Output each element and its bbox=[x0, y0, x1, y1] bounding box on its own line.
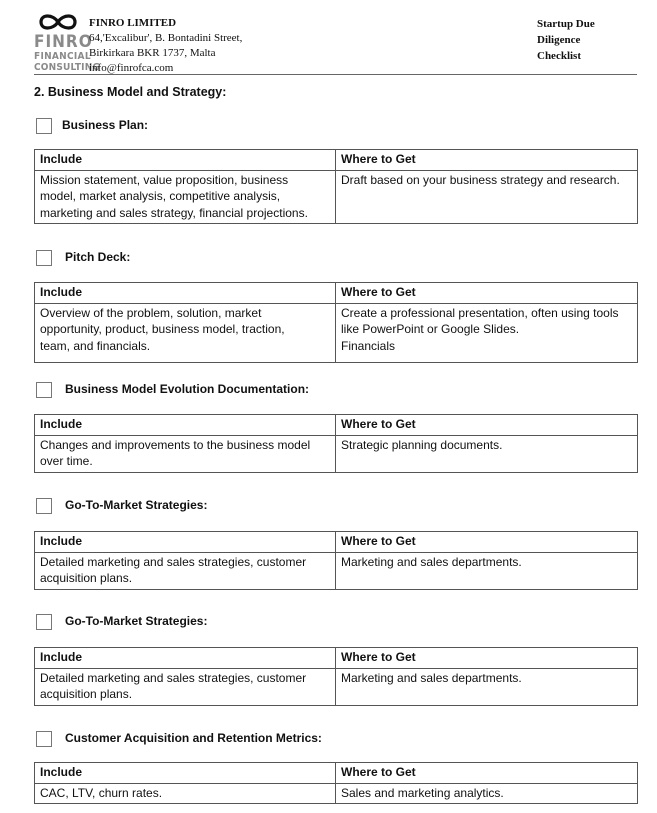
checkbox[interactable] bbox=[36, 118, 52, 134]
checklist-item-go-to-market-2 bbox=[34, 613, 637, 706]
where-cell: Sales and marketing analytics. bbox=[336, 783, 638, 804]
where-cell: Marketing and sales departments. bbox=[336, 668, 638, 705]
checklist-item-business-plan bbox=[34, 117, 637, 224]
checklist-table bbox=[34, 282, 638, 363]
address-line1: 64,'Excalibur', B. Bontadini Street, bbox=[89, 32, 243, 44]
company-name: FINRO LIMITED bbox=[89, 17, 177, 29]
column-header-where: Where to Get bbox=[336, 283, 638, 304]
checklist-table bbox=[34, 647, 638, 706]
checkbox[interactable] bbox=[36, 382, 52, 398]
table-row bbox=[35, 552, 638, 589]
item-title: Business Plan: bbox=[62, 118, 149, 132]
include-cell: Mission statement, value proposition, business model, market analysis, competitive analysis, marketing and sales strategy, financial projections. bbox=[35, 170, 336, 224]
infinity-icon bbox=[36, 12, 80, 32]
include-cell: Changes and improvements to the business model over time. bbox=[35, 435, 336, 472]
checklist-item-go-to-market-1 bbox=[34, 497, 637, 590]
address-line2: Birkirkara BKR 1737, Malta bbox=[89, 47, 216, 59]
company-logo bbox=[34, 12, 101, 73]
table-row bbox=[35, 435, 638, 472]
table-row bbox=[35, 170, 638, 224]
checkbox[interactable] bbox=[36, 498, 52, 514]
column-header-include: Include bbox=[35, 648, 336, 669]
document-title: Startup Due Diligence Checklist bbox=[537, 18, 595, 62]
include-cell: Detailed marketing and sales strategies, customer acquisition plans. bbox=[35, 552, 336, 589]
checklist-item-customer-metrics bbox=[34, 730, 637, 804]
company-email: info@finrofca.com bbox=[89, 62, 174, 74]
checkbox[interactable] bbox=[36, 731, 52, 747]
where-cell: Create a professional presentation, often using tools like PowerPoint or Google Slides. Financials bbox=[336, 303, 638, 362]
checklist-table bbox=[34, 762, 638, 804]
column-header-where: Where to Get bbox=[336, 415, 638, 436]
column-header-include: Include bbox=[35, 415, 336, 436]
document-header bbox=[34, 12, 637, 75]
column-header-include: Include bbox=[35, 763, 336, 784]
column-header-where: Where to Get bbox=[336, 150, 638, 171]
item-title: Go-To-Market Strategies: bbox=[65, 498, 208, 512]
checkbox[interactable] bbox=[36, 250, 52, 266]
checklist-table bbox=[34, 414, 638, 473]
column-header-where: Where to Get bbox=[336, 648, 638, 669]
where-cell: Marketing and sales departments. bbox=[336, 552, 638, 589]
logo-wordmark: FINRO FINANCIAL CONSULTING bbox=[34, 32, 101, 73]
checklist-table bbox=[34, 531, 638, 590]
checkbox[interactable] bbox=[36, 614, 52, 630]
item-title: Go-To-Market Strategies: bbox=[65, 614, 208, 628]
item-title: Business Model Evolution Documentation: bbox=[65, 382, 310, 396]
include-cell: Detailed marketing and sales strategies, customer acquisition plans. bbox=[35, 668, 336, 705]
checklist-table bbox=[34, 149, 638, 224]
include-cell: CAC, LTV, churn rates. bbox=[35, 783, 336, 804]
item-title: Customer Acquisition and Retention Metrics: bbox=[65, 731, 322, 745]
include-cell: Overview of the problem, solution, market opportunity, product, business model, traction, team, and financials. bbox=[35, 303, 336, 362]
column-header-include: Include bbox=[35, 283, 336, 304]
section-title: 2. Business Model and Strategy: bbox=[34, 85, 227, 99]
company-info bbox=[89, 16, 242, 76]
checklist-item-business-model-evolution bbox=[34, 381, 637, 473]
table-row bbox=[35, 668, 638, 705]
column-header-include: Include bbox=[35, 150, 336, 171]
item-title: Pitch Deck: bbox=[65, 250, 131, 264]
checklist-item-pitch-deck bbox=[34, 249, 637, 363]
where-cell: Strategic planning documents. bbox=[336, 435, 638, 472]
column-header-where: Where to Get bbox=[336, 763, 638, 784]
column-header-where: Where to Get bbox=[336, 532, 638, 553]
table-row bbox=[35, 783, 638, 804]
column-header-include: Include bbox=[35, 532, 336, 553]
where-cell: Draft based on your business strategy and research. bbox=[336, 170, 638, 224]
table-row bbox=[35, 303, 638, 362]
